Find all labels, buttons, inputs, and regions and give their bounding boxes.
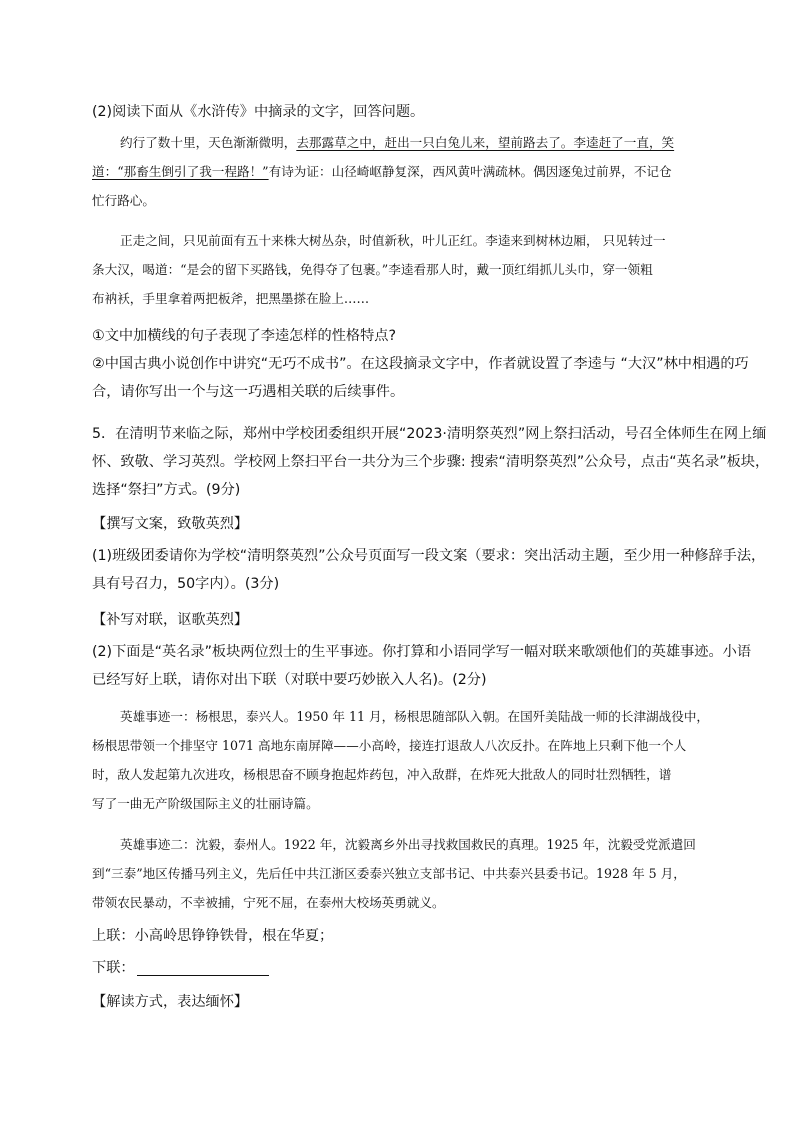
q4-2-subquestion-1: ①文中加横线的句子表现了李逵怎样的性格特点? (92, 328, 397, 344)
q5-sub2-line-2: 已经写好上联，请你对出下联（对联中要巧妙嵌入人名)。(2分) (92, 672, 487, 688)
hero-2-line-1: 英雄事迹二：沈毅，泰州人。1922 年，沈毅离乡外出寻找救国救民的真理。1925 年，沈毅受党派遣回 (120, 837, 696, 852)
subquestion-2-line-2: 合，请你写出一个与这一巧遇相关联的后续事件。 (92, 384, 405, 400)
q4-2-intro: (2)阅读下面从《水浒传》中摘录的文字，回答问题。 (92, 104, 425, 120)
hero-story-1 (92, 702, 732, 818)
excerpt-passage-1 (92, 128, 732, 215)
q5-stem-line-3: 选择“祭扫”方式。(9分) (92, 482, 241, 498)
passage-1-line-2 (92, 157, 732, 186)
subquestion-2-line-1: ②中国古典小说创作中讲究“无巧不成书”。在这段摘录文字中，作者就设置了李逵与 “大汉”林中相遇的巧 (92, 356, 749, 372)
hero-2-line-3: 带领农民暴动，不幸被捕，宁死不屈，在泰州大校场英勇就义。 (92, 895, 445, 910)
hero-2-line-2: 到“三泰”地区传播马列主义，先后任中共江浙区委泰兴独立支部书记、中共泰兴县委书记。1928 年 5 月， (92, 866, 686, 881)
hero-1-line-2: 杨根思带领一个排坚守 1071 高地东南屏障——小高岭，接连打退敌人八次反扑。在阵地上只剩下他一个人 (92, 738, 687, 753)
q5-stem (92, 420, 770, 504)
hero-1-line-1: 英雄事迹一：杨根思，泰兴人。1950 年 11 月，杨根思随部队入朝。在国歼美陆战一师的长津湖战役中， (120, 709, 710, 724)
passage-2-line-1: 正走之间，只见前面有五十来株大树丛杂，时值新秋，叶儿正红。李逵来到树林边厢， 只见转过一 (120, 233, 666, 248)
hero-1-line-4: 写了一曲无产阶级国际主义的壮丽诗篇。 (92, 796, 319, 811)
section-heading-write-copy: 【撰写文案，致敬英烈】 (92, 516, 249, 532)
lower-line-label: 下联： (92, 960, 135, 976)
excerpt-passage-2 (92, 226, 732, 313)
passage-2-line-2: 条大汉，喝道：“是会的留下买路钱，免得夺了包裹。”李逵看那人时，戴一顶红绢抓儿头巾，穿一领粗 (92, 262, 653, 277)
passage-1-line-1 (92, 128, 732, 157)
passage-2-line-3: 布衲袄，手里拿着两把板斧，把黑墨搽在脸上…… (92, 291, 370, 306)
couplet-upper-line: 上联：小高岭思铮铮铁骨，根在华夏； (92, 928, 334, 944)
passage-1-line-3: 忙行路心。 (92, 193, 155, 208)
passage-1-text: 约行了数十里，天色渐渐微明， (120, 135, 297, 150)
answer-blank[interactable] (137, 959, 269, 976)
q5-stem-line-2: 怀、致敬、学习英烈。学校网上祭扫平台一共分为三个步骤: 搜索“清明祭英烈”公众号，点击“英名录”板块， (92, 454, 770, 470)
hero-story-2 (92, 830, 732, 917)
section-heading-couplet: 【补写对联，讴歌英烈】 (92, 612, 249, 628)
underlined-sentence: 道：“那畜生倒引了我一程路！” (92, 164, 269, 179)
section-heading-interpretation: 【解读方式，表达缅怀】 (92, 994, 249, 1010)
q5-stem-line-1: 5．在清明节来临之际，郑州中学校团委组织开展“2023·清明祭英烈”网上祭扫活动，号召全体师生在网上缅 (92, 426, 767, 442)
q5-sub2-line-1: (2)下面是“英名录”板块两位烈士的生平事迹。你打算和小语同学写一幅对联来歌颂他们的英雄事迹。小语 (92, 644, 752, 660)
passage-1-text: 有诗为证：山径崎岖静复深，西风黄叶满疏林。偶因逐兔过前界，不记仓 (268, 164, 672, 179)
q4-2-subquestion-2 (92, 350, 749, 406)
couplet-lower-line (92, 954, 732, 982)
q5-subquestion-2 (92, 638, 752, 694)
underlined-sentence: 去那露草之中，赶出一只白兔儿来，望前路去了。李逵赶了一直，笑 (296, 135, 675, 150)
hero-1-line-3: 时，敌人发起第九次进攻，杨根思奋不顾身抱起炸药包，冲入敌群，在炸死大批敌人的同时壮烈牺牲，谱 (92, 767, 672, 782)
q5-sub1-line-2: 具有号召力，50字内）。(3分) (92, 576, 280, 592)
q5-sub1-line-1: (1)班级团委请你为学校“清明祭英烈”公众号页面写一段文案（要求：突出活动主题，至少用一种修辞手法， (92, 548, 766, 564)
q5-subquestion-1 (92, 542, 766, 598)
